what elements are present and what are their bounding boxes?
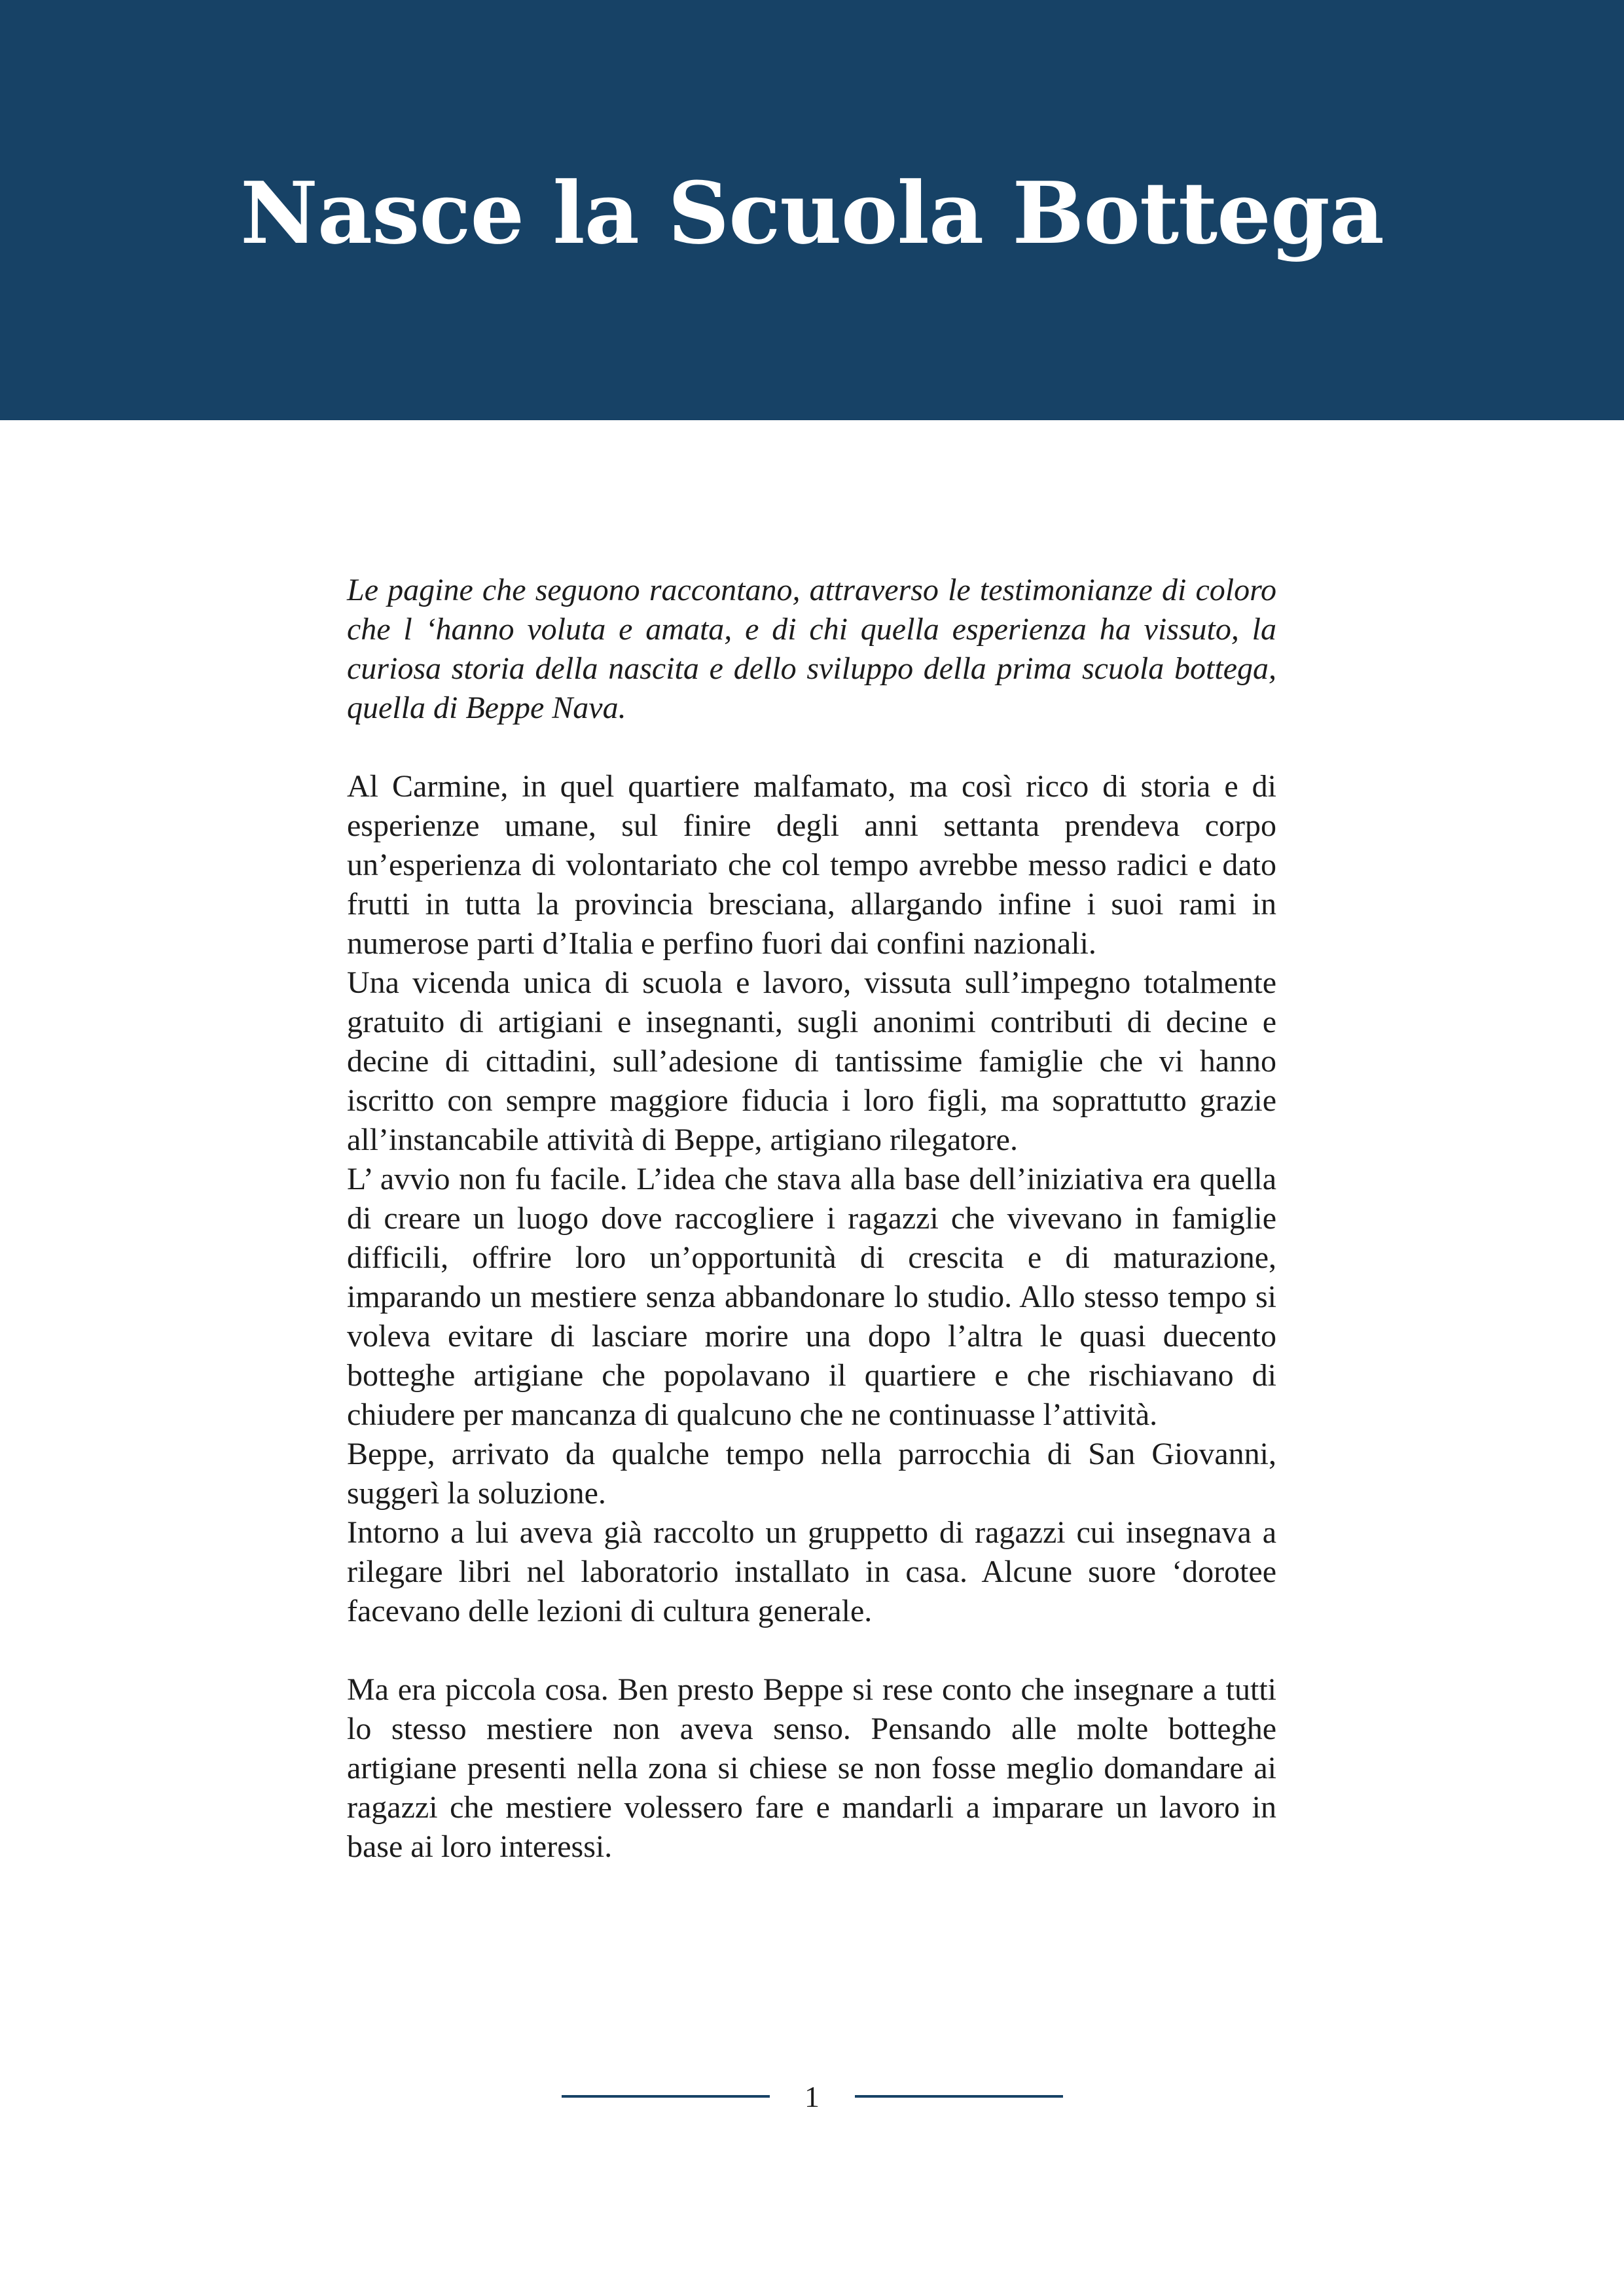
paragraph: Ma era piccola cosa. Ben presto Beppe si rese conto che insegnare a tutti lo stesso mestiere non aveva senso. Pensando alle molte botteghe artigiane presenti nella zona si chiese se non fosse meglio domandare ai ragazzi che mestiere volessero fare e mandarli a imparare un lavoro in base ai loro interessi. [347,1672,1276,1864]
page-footer [0,2075,1624,2118]
header-band [0,0,1624,420]
paragraph: Al Carmine, in quel quartiere malfamato, ma così ricco di storia e di esperienze umane, sul finire degli anni settanta prendeva corpo un’esperienza di volontariato che col tempo avrebbe messo radici e dato frutti in tutta la provincia bresciana, allargando infine i suoi rami in numerose parti d’Italia e perfino fuori dai confini nazionali. [347,769,1276,961]
body-text [347,571,1276,1867]
footer-rule-left [562,2095,770,2098]
footer-rule-right [855,2095,1063,2098]
paragraph: Beppe, arrivato da qualche tempo nella parrocchia di San Giovanni, suggerì la soluzione. [347,1437,1276,1511]
intro-paragraph: Le pagine che seguono raccontano, attraverso le testimonianze di coloro che l ‘hanno voluta e amata, e di chi quella esperienza ha vissuto, la curiosa storia della nascita e dello sviluppo della prima scuola bottega, quella di Beppe Nava. [347,573,1276,725]
page-number: 1 [804,2079,820,2113]
page-title: Nasce la Scuola Bottega [240,163,1384,263]
paragraph: L’ avvio non fu facile. L’idea che stava alla base dell’iniziativa era quella di creare un luogo dove raccogliere i ragazzi che vivevano in famiglie difficili, offrire loro un’opportunità di crescita e di maturazione, imparando un mestiere senza abbandonare lo studio. Allo stesso tempo si voleva evitare di lasciare morire una dopo l’altra le quasi duecento botteghe artigiane che popolavano il quartiere e che rischiavano di chiudere per mancanza di qualcuno che ne continuasse l’attività. [347,1162,1276,1432]
paragraph: Una vicenda unica di scuola e lavoro, vissuta sull’impegno totalmente gratuito di artigiani e insegnanti, sugli anonimi contributi di decine e decine di cittadini, sull’adesione di tantissime famiglie che vi hanno iscritto con sempre maggiore fiducia i loro figli, ma soprattutto grazie all’instancabile attività di Beppe, artigiano rilegatore. [347,965,1276,1157]
paragraph: Intorno a lui aveva già raccolto un gruppetto di ragazzi cui insegnava a rilegare libri nel laboratorio installato in casa. Alcune suore ‘dorotee facevano delle lezioni di cultura generale. [347,1515,1276,1628]
